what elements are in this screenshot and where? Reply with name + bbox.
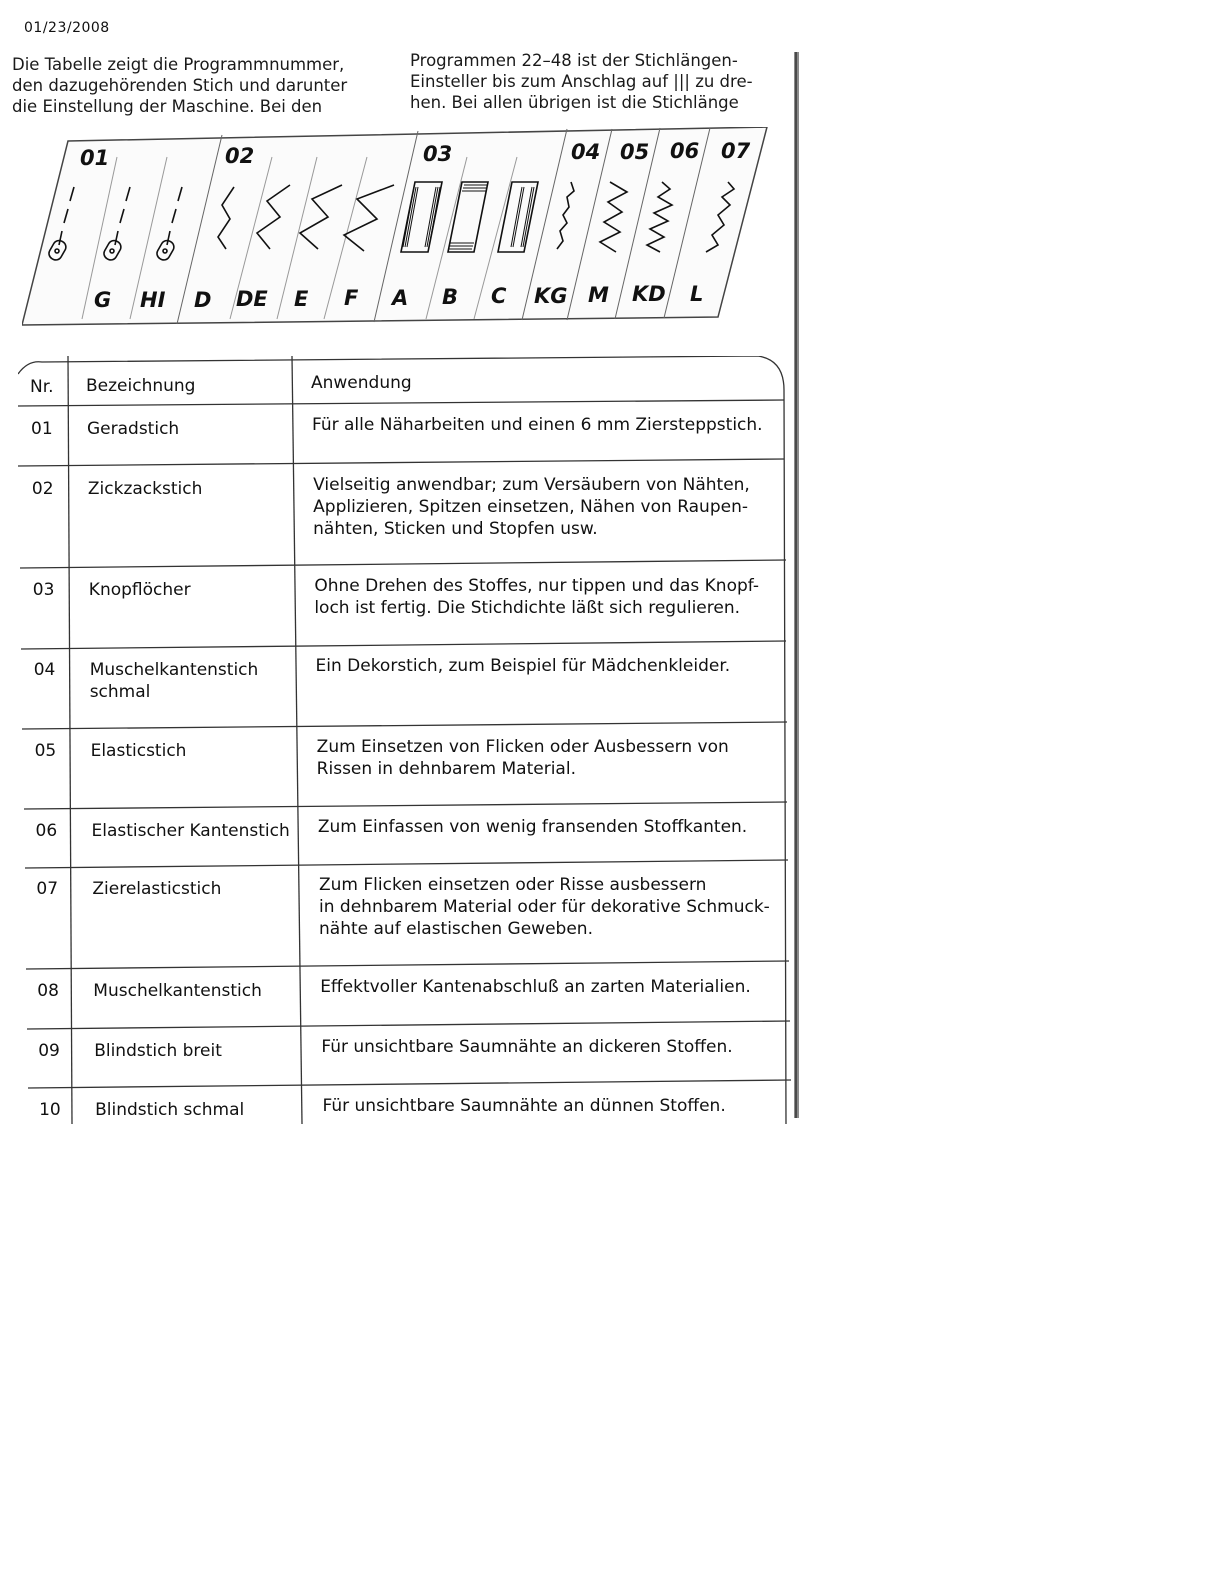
- row-use: Für alle Näharbeiten und einen 6 mm Ziersteppstich.: [312, 415, 763, 435]
- column-header-nr: Nr.: [30, 377, 54, 397]
- setting-letter: D: [194, 288, 212, 312]
- setting-letter: KD: [632, 282, 666, 306]
- intro-line: den dazugehörenden Stich und darunter: [12, 76, 348, 95]
- row-name: Muschelkantenstich schmal: [89, 660, 259, 702]
- setting-letter: L: [690, 282, 704, 306]
- setting-letter: C: [491, 284, 507, 308]
- program-number: 05: [620, 140, 650, 164]
- row-name: Knopflöcher: [88, 580, 191, 600]
- row-number: 10: [39, 1100, 61, 1120]
- row-name: Muschelkantenstich: [93, 981, 262, 1001]
- row-number: 06: [35, 821, 58, 841]
- setting-letter: B: [442, 285, 459, 309]
- row-name: Elasticstich: [90, 741, 187, 761]
- intro-line: Programmen 22–48 ist der Stichlängen-: [410, 51, 738, 70]
- row-use: Ohne Drehen des Stoffes, nur tippen und das Knopf- loch ist fertig. Die Stichdichte läßt sich regulieren.: [314, 576, 759, 618]
- row-number: 07: [36, 879, 59, 899]
- row-use: Zum Einsetzen von Flicken oder Ausbessern von Rissen in dehnbarem Material.: [316, 737, 729, 779]
- row-use: Vielseitig anwendbar; zum Versäubern von Nähten, Applizieren, Spitzen einsetzen, Nähen von Raupen- nähten, Sticken und Stopfen usw.: [313, 475, 750, 539]
- setting-letter: E: [294, 287, 309, 311]
- scan-edge-graphic: [792, 52, 802, 1118]
- row-name: Blindstich breit: [94, 1041, 222, 1061]
- row-name: Zierelasticstich: [92, 879, 222, 899]
- row-use: Effektvoller Kantenabschluß an zarten Materialien.: [320, 977, 751, 997]
- setting-letter: DE: [236, 287, 268, 311]
- row-use: Zum Einfassen von wenig fransenden Stoffkanten.: [317, 817, 748, 837]
- intro-line: hen. Bei allen übrigen ist die Stichlänge: [410, 93, 739, 112]
- intro-line: die Einstellung der Maschine. Bei den: [12, 97, 323, 116]
- row-number: 01: [31, 419, 53, 439]
- program-number: 01: [80, 146, 110, 170]
- row-use: Für unsichtbare Saumnähte an dickeren Stoffen.: [321, 1037, 733, 1057]
- setting-letter: KG: [534, 284, 568, 308]
- row-number: 08: [37, 981, 59, 1001]
- stitch-panel-graphic: [22, 127, 772, 332]
- row-number: 04: [33, 660, 56, 680]
- intro-line: Die Tabelle zeigt die Programmnummer,: [12, 55, 345, 74]
- setting-letter: F: [344, 286, 359, 310]
- row-number: 03: [32, 580, 55, 600]
- row-name: Elastischer Kantenstich: [91, 821, 290, 841]
- scan-edge-bar: [792, 52, 802, 1118]
- row-number: 02: [31, 479, 54, 499]
- row-number: 09: [38, 1041, 60, 1061]
- row-name: Blindstich schmal: [95, 1100, 245, 1120]
- row-name: Geradstich: [87, 419, 180, 439]
- intro-line: Einsteller bis zum Anschlag auf ||| zu dre-: [410, 72, 753, 91]
- program-number: 06: [670, 139, 700, 163]
- setting-letter: HI: [140, 288, 166, 312]
- program-number: 04: [571, 140, 601, 164]
- row-use: Zum Flicken einsetzen oder Risse ausbessern in dehnbarem Material oder für dekorative Schmuck- nähte auf elastischen Geweben.: [319, 875, 770, 939]
- program-table: [18, 356, 793, 1124]
- intro-text-right: [410, 50, 753, 113]
- column-header-use: Anwendung: [311, 373, 412, 393]
- date-stamp: 01/23/2008: [24, 20, 110, 36]
- row-use: Ein Dekorstich, zum Beispiel für Mädchenkleider.: [315, 656, 731, 676]
- row-use: Für unsichtbare Saumnähte an dünnen Stoffen.: [322, 1096, 726, 1116]
- setting-letter: G: [94, 288, 112, 312]
- setting-letter: M: [588, 283, 609, 307]
- program-number: 03: [423, 142, 453, 166]
- column-header-name: Bezeichnung: [86, 376, 196, 396]
- program-number: 02: [225, 144, 255, 168]
- row-number: 05: [34, 741, 57, 761]
- row-name: Zickzackstich: [87, 479, 203, 499]
- intro-text-left: [12, 54, 347, 117]
- setting-letter: A: [392, 286, 409, 310]
- stitch-pattern-panel: [22, 127, 772, 332]
- program-number: 07: [721, 139, 751, 163]
